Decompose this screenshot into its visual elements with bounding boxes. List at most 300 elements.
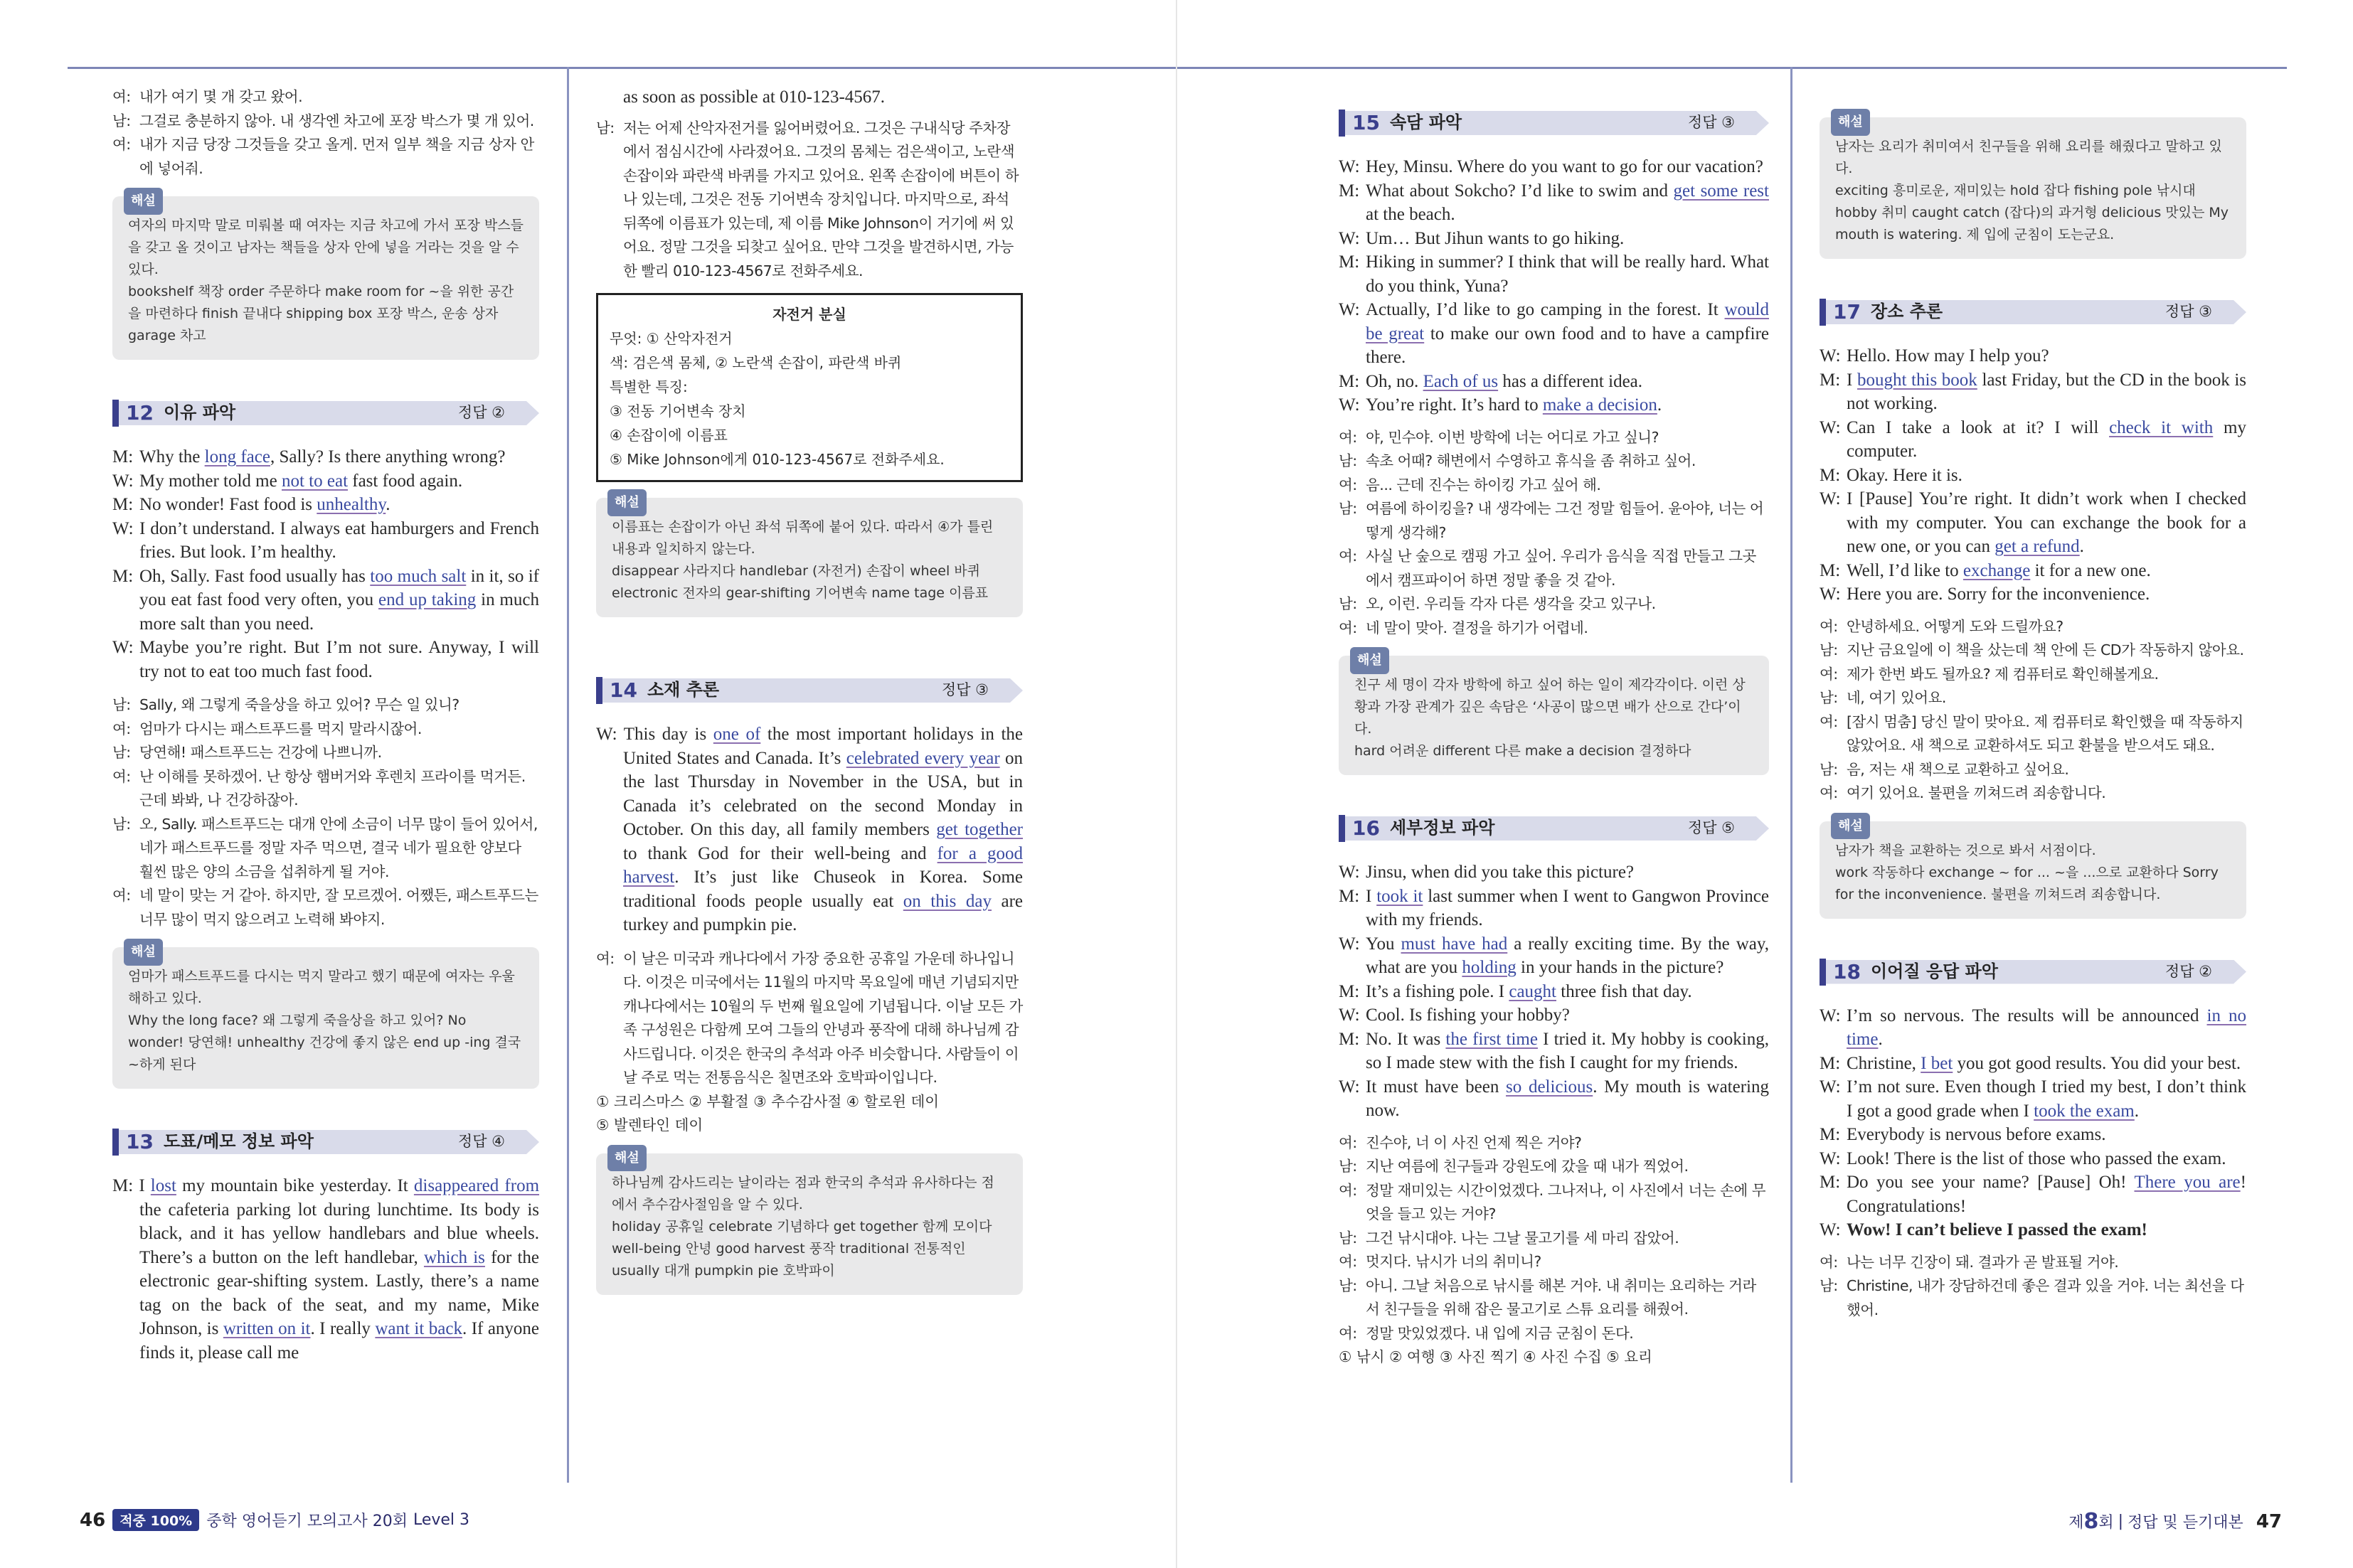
line-text: Here you are. Sorry for the inconvenience.: [1847, 585, 2150, 604]
speaker: M:: [1339, 181, 1360, 201]
line-text: Everybody is nervous before exams.: [1847, 1125, 2106, 1144]
dialogue-line: [1339, 155, 1769, 179]
answer-label: 정답 ⑤: [1687, 819, 1735, 837]
explanation-text: 남자는 요리가 취미여서 친구들을 위해 요리를 해줬다고 말하고 있다.: [1835, 139, 2222, 176]
speaker: 여:: [1820, 1253, 1838, 1271]
dialogue-line: [1820, 1170, 2246, 1218]
speaker: 남:: [112, 744, 131, 761]
underlined-phrase: long face: [204, 447, 270, 466]
speaker: 여:: [1339, 476, 1357, 494]
dialogue-line: [112, 813, 539, 885]
dialogue-line: [1339, 1227, 1769, 1251]
dialogue-line: [112, 85, 539, 110]
line-text: Wow! I can’t believe I passed the exam!: [1847, 1220, 2147, 1239]
underlined-phrase: Each of us: [1423, 371, 1499, 391]
explanation-tag: 해설: [124, 188, 163, 215]
line-text: I took it last summer when I went to Gangwon Province with my friends.: [1366, 886, 1769, 929]
dialogue-line: [1339, 1179, 1769, 1227]
question-number: 13: [126, 1130, 154, 1154]
underlined-phrase: There you are: [2134, 1173, 2241, 1192]
line-text: 속초 어때? 해변에서 수영하고 휴식을 좀 취하고 싶어.: [1366, 452, 1696, 469]
answer-label: 정답 ③: [2165, 303, 2212, 321]
dialogue-line: [1339, 1155, 1769, 1179]
vocabulary: Why the long face? 왜 그렇게 죽을상을 하고 있어? No wonder! 당연해! unhealthy 건강에 좋지 않은 end up -ing 결국 ~하게 된다: [128, 1013, 521, 1072]
chapter-suffix: 회: [2098, 1514, 2114, 1532]
line-text: Can I take a look at it? I will check it with my computer.: [1847, 417, 2246, 461]
dialogue-line: [112, 693, 539, 718]
question-type: 이어질 응답 파악: [1870, 961, 1998, 981]
speaker: M:: [1820, 1053, 1841, 1073]
series-badge: 적중 100%: [112, 1509, 199, 1531]
dialogue-line: [1339, 1322, 1769, 1346]
underlined-phrase: exchange: [1962, 560, 2031, 580]
speaker: W:: [1820, 1077, 1841, 1097]
line-text: 아니. 그날 처음으로 낚시를 해본 거야. 내 취미는 요리하는 거라서 친구들을 위해 잡은 물고기로 스튜 요리를 해줬어.: [1366, 1276, 1756, 1318]
dialogue-18-korean: [1820, 1251, 2246, 1323]
dialogue-18-english: [1820, 1004, 2246, 1242]
column-divider-right: [1790, 67, 1792, 1483]
underlined-phrase: bought this book: [1857, 370, 1977, 390]
speaker: W:: [1339, 1006, 1360, 1025]
dialogue-line: [1339, 179, 1769, 227]
speaker: M:: [1339, 371, 1360, 391]
speaker: W:: [1820, 1148, 1841, 1168]
underlined-phrase: caught: [1509, 981, 1556, 1001]
dialogue-line: [1339, 449, 1769, 474]
underlined-phrase: unhealthy: [317, 495, 386, 514]
vocabulary: disappear 사라지다 handlebar (자전거) 손잡이 wheel 바퀴 electronic 전자의 gear-shifting 기어변속 name tage 이름표: [612, 563, 989, 601]
answer-label: 정답 ③: [941, 681, 989, 699]
level-label: Level 3: [413, 1511, 470, 1529]
line-text: Actually, I’d like to go camping in the forest. It would be great to make our own food and to have a campfire there.: [1366, 300, 1770, 367]
speaker: W:: [112, 471, 134, 491]
speaker: M:: [1820, 465, 1841, 485]
column-divider-left: [567, 67, 569, 1483]
speaker: 여:: [112, 767, 131, 785]
underlined-phrase: so delicious: [1506, 1077, 1593, 1097]
line-text: Hiking in summer? I think that will be really hard. What do you think, Yuna?: [1366, 252, 1769, 296]
underlined-phrase: check it with: [2109, 417, 2214, 437]
speaker: 여:: [1820, 784, 1838, 801]
line-text: No. It was the first time I tried it. My hobby is cooking, so I made stew with the fish I caught for my friends.: [1366, 1029, 1769, 1072]
line-text: I’m so nervous. The results will be announced in no time.: [1847, 1006, 2246, 1049]
line-text: 내가 여기 몇 개 갖고 왔어.: [139, 88, 303, 105]
section-12-header: [112, 397, 539, 430]
page-gutter: [1176, 0, 1177, 1568]
question-type: 소재 추론: [647, 680, 720, 700]
dialogue-12-korean: [112, 693, 539, 932]
top-rule: [68, 67, 2287, 69]
answer-options-14: ① 크리스마스 ② 부활절 ③ 추수감사절 ④ 할로윈 데이 ⑤ 발렌타인 데이: [596, 1092, 940, 1134]
explanation-13: [596, 495, 1023, 617]
page-number: 46: [80, 1509, 106, 1531]
dialogue-13-korean: [596, 117, 1023, 284]
dialogue-line: [596, 947, 1023, 1090]
underlined-phrase: took it: [1376, 886, 1423, 906]
dialogue-17-korean: [1820, 615, 2246, 806]
speaker: 여:: [112, 136, 131, 153]
speaker: 여:: [112, 887, 131, 904]
chapter-prefix: 제: [2068, 1514, 2084, 1532]
section-16-header: [1339, 812, 1769, 845]
explanation-12: [112, 944, 539, 1089]
dialogue-line: [596, 117, 1023, 284]
book-title: 중학 영어듣기 모의고사 20회: [206, 1513, 408, 1530]
line-text: Okay. Here it is.: [1847, 465, 1962, 485]
speaker: 여:: [1820, 617, 1838, 635]
speaker: W:: [1339, 228, 1360, 248]
dialogue-line: [1339, 393, 1769, 417]
line-text: 나는 너무 긴장이 돼. 결과가 곧 발표될 거야.: [1847, 1253, 2119, 1271]
explanation-text: 여자의 마지막 말로 미뤄볼 때 여자는 지금 차고에 가서 포장 박스들을 갖고 올 것이고 남자는 책들을 상자 안에 넣을 거라는 것을 알 수 있다.: [128, 218, 524, 277]
speaker: W:: [112, 518, 134, 538]
speaker: 여:: [1339, 1324, 1357, 1342]
speaker: W:: [1820, 346, 1841, 366]
line-text: 오, Sally. 패스트푸드는 대개 안에 소금이 너무 많이 들어 있어서, 네가 패스트푸드를 정말 자주 먹으면, 결국 네가 필요한 양보다 훨씬 많은 양의 소금을 섭취하게 될 거야.: [139, 815, 538, 880]
question-number: 15: [1352, 111, 1380, 135]
speaker: 남:: [1339, 1229, 1357, 1247]
underlined-phrase: get a refund: [1995, 537, 2080, 556]
underlined-phrase: holding: [1462, 958, 1517, 977]
dialogue-line: [1339, 1274, 1769, 1322]
speaker: M:: [1339, 981, 1360, 1001]
dialogue-line: [1339, 545, 1769, 592]
dialogue-line: [1820, 1075, 2246, 1123]
question-number: 14: [610, 678, 637, 703]
line-text: 제가 한번 봐도 될까요? 제 컴퓨터로 확인해볼게요.: [1847, 665, 2159, 683]
dialogue-line: [1820, 1004, 2246, 1052]
dialogue-line: [1339, 1075, 1769, 1123]
dialogue-line: [1339, 1131, 1769, 1156]
section-17-header: [1820, 296, 2246, 329]
line-text: Cool. Is fishing your hobby?: [1366, 1006, 1570, 1025]
dialogue-line: [1820, 615, 2246, 639]
section-15-header: [1339, 107, 1769, 139]
speaker: W:: [1820, 489, 1841, 508]
dialogue-16-english: [1339, 860, 1769, 1123]
line-text: 그건 낚시대야. 나는 그날 물고기를 세 마리 잡았어.: [1366, 1229, 1679, 1247]
dialogue-line: [1820, 582, 2246, 607]
dialogue-line: [112, 110, 539, 134]
dialogue-line: [112, 565, 539, 636]
memo-line: 색: 검은색 몸체, ② 노란색 손잡이, 파란색 바퀴: [610, 354, 902, 371]
dialogue-line: [1820, 1218, 2246, 1242]
speaker: M:: [112, 447, 134, 466]
dialogue-line: [1339, 474, 1769, 498]
dialogue-line: [1339, 1003, 1769, 1028]
dialogue-line: [1339, 227, 1769, 251]
speaker: W:: [1339, 157, 1360, 176]
speaker: M:: [112, 566, 134, 586]
line-text: 음, 저는 새 책으로 교환하고 싶어요.: [1847, 760, 2069, 778]
speaker: W:: [1339, 863, 1360, 882]
dialogue-line: [1339, 426, 1769, 450]
speaker: 남:: [112, 696, 131, 713]
dialogue-line: [1339, 932, 1769, 980]
line-text: It’s a fishing pole. I caught three fish that day.: [1366, 981, 1692, 1001]
line-text: Oh, Sally. Fast food usually has too much salt in it, so if you eat fast food very often, you end up taking in much more salt than you need.: [139, 566, 539, 634]
speaker: 여:: [1339, 428, 1357, 446]
dialogue-line: [1820, 368, 2246, 416]
explanation-tag: 해설: [607, 489, 647, 516]
question-type: 세부정보 파악: [1389, 818, 1495, 838]
dialogue-line: [112, 133, 539, 181]
dialogue-line: [1820, 1123, 2246, 1147]
underlined-phrase: the first time: [1445, 1029, 1538, 1049]
speaker: W:: [1820, 1006, 1841, 1025]
line-text: 이 날은 미국과 캐나다에서 가장 중요한 공휴일 가운데 하나입니다. 이것은 미국에서는 11월의 마지막 목요일에 매년 기념되지만 캐나다에서는 10월의 두 번째 월요일에 기념됩니다. 이날 모든 가족 구성원은 다함께 모여 그들의 안녕과 풍작에 대해 하나님께 감사드립니다. 이것은 한국의 추석과 아주 비슷합니다. 사람들이 이날 주로 먹는 전통음식은 칠면조와 호박파이입니다.: [623, 949, 1023, 1086]
line-text: 여기 있어요. 불편을 끼쳐드려 죄송합니다.: [1847, 784, 2106, 801]
line-text: 사실 난 숲으로 캠핑 가고 싶어. 우리가 음식을 직접 만들고 그곳에서 캠프파이어 하면 정말 좋을 것 같아.: [1366, 548, 1756, 589]
underlined-phrase: make a decision: [1542, 395, 1657, 415]
line-text: 난 이해를 못하겠어. 난 항상 햄버거와 후렌치 프라이를 먹거든. 근데 봐봐, 나 건강하잖아.: [139, 767, 526, 809]
explanation-text: 이름표는 손잡이가 아닌 좌석 뒤쪽에 붙어 있다. 따라서 ④가 틀린 내용과 일치하지 않는다.: [612, 519, 994, 557]
speaker: M:: [1339, 1029, 1360, 1049]
dialogue-line: [112, 493, 539, 517]
speaker: M:: [1820, 560, 1841, 580]
line-text: Oh, no. Each of us has a different idea.: [1366, 371, 1643, 391]
explanation-tag: 해설: [1831, 109, 1870, 136]
memo-line: ⑤ Mike Johnson에게 010-123-4567로 전화주세요.: [610, 451, 945, 468]
question-type: 도표/메모 정보 파악: [163, 1131, 314, 1152]
line-text: 안녕하세요. 어떻게 도와 드릴까요?: [1847, 617, 2063, 635]
dialogue-15-english: [1339, 155, 1769, 417]
dialogue-line: [1820, 344, 2246, 368]
line-text: 네 말이 맞는 거 같아. 하지만, 잘 모르겠어. 어쨌든, 패스트푸드는 너무 많이 먹지 않으려고 노력해 봐야지.: [139, 887, 538, 928]
dialogue-line: [1339, 885, 1769, 932]
explanation-17: [1820, 818, 2246, 919]
line-text: Well, I’d like to exchange it for a new one.: [1847, 560, 2151, 580]
dialogue-line: [1820, 663, 2246, 687]
line-text: Why the long face, Sally? Is there anything wrong?: [139, 447, 506, 466]
dialogue-line: [1820, 639, 2246, 663]
speaker: W:: [112, 638, 134, 657]
line-text: 여름에 하이킹을? 내 생각에는 그건 정말 힘들어. 윤아야, 너는 어떻게 생각해?: [1366, 500, 1764, 541]
explanation-tag: 해설: [1831, 813, 1870, 840]
line-text: No wonder! Fast food is unhealthy.: [139, 495, 391, 514]
explanation-14: [596, 1150, 1023, 1295]
line-text: 지난 여름에 친구들과 강원도에 갔을 때 내가 찍었어.: [1366, 1158, 1689, 1175]
line-text: It must have been so delicious. My mouth is watering now.: [1366, 1077, 1770, 1120]
speaker: M:: [1339, 886, 1360, 906]
line-text: Hey, Minsu. Where do you want to go for our vacation?: [1366, 157, 1763, 176]
line-text: Sally, 왜 그렇게 죽을상을 하고 있어? 무슨 일 있니?: [139, 696, 460, 713]
dialogue-line: [1820, 487, 2246, 559]
speaker: 남:: [1339, 500, 1357, 517]
dialogue-line: [1820, 1147, 2246, 1171]
line-text: 지난 금요일에 이 책을 샀는데 책 안에 든 CD가 작동하지 않아요.: [1847, 641, 2244, 658]
dialogue-line: [1820, 559, 2246, 583]
line-text: 음... 근데 진수는 하이킹 가고 싶어 해.: [1366, 476, 1601, 494]
underlined-phrase: took the exam: [2034, 1101, 2135, 1121]
speaker: 남:: [1820, 760, 1838, 778]
explanation-text: 하나님께 감사드리는 날이라는 점과 한국의 추석과 유사하다는 점에서 추수감사절임을 알 수 있다.: [612, 1174, 994, 1212]
answer-label: 정답 ②: [2165, 962, 2212, 980]
speaker: M:: [1339, 252, 1360, 272]
column-4: [1820, 114, 2247, 1322]
explanation-text: 남자가 책을 교환하는 것으로 봐서 서점이다.: [1835, 842, 2096, 858]
line-text: I don’t understand. I always eat hamburgers and French fries. But look. I’m healthy.: [139, 518, 539, 562]
line-text: Christine, I bet you got good results. You did your best.: [1847, 1053, 2241, 1073]
speaker: 남:: [1820, 689, 1838, 706]
question-type: 장소 추론: [1870, 302, 1943, 322]
line-text: 야, 민수야. 이번 방학에 너는 어디로 가고 싶니?: [1366, 428, 1659, 446]
dialogue-line: [112, 517, 539, 565]
dialogue-line: [1339, 980, 1769, 1004]
speaker: 여:: [1339, 619, 1357, 636]
section-14-header: [596, 674, 1023, 707]
left-footer: [80, 1509, 469, 1531]
question-type: 이유 파악: [163, 402, 236, 423]
speaker: M:: [1820, 1173, 1841, 1192]
explanation-tag: 해설: [124, 939, 163, 966]
dialogue-16-korean: [1339, 1131, 1769, 1346]
speaker: 여:: [112, 88, 131, 105]
section-title: 정답 및 듣기대본: [2128, 1514, 2243, 1532]
lost-bike-memo: [596, 293, 1023, 482]
column-3: [1339, 107, 1769, 1370]
explanation-15: [1339, 653, 1769, 775]
memo-line: 특별한 특징:: [610, 378, 688, 395]
memo-title: 자전거 분실: [772, 306, 846, 323]
speaker: M:: [1820, 370, 1841, 390]
dialogue-line: [1339, 370, 1769, 394]
line-text: 엄마가 다시는 패스트푸드를 먹지 말라시잖어.: [139, 720, 422, 737]
speaker: 여:: [1339, 1134, 1357, 1151]
line-text: 그걸로 충분하지 않아. 내 생각엔 차고에 포장 박스가 몇 개 있어.: [139, 112, 534, 129]
question-number: 18: [1833, 959, 1861, 983]
explanation-text: 엄마가 패스트푸드를 다시는 먹지 말라고 했기 때문에 여자는 우울해하고 있다.: [128, 969, 515, 1006]
dialogue-line: [1820, 1251, 2246, 1275]
question-type: 속담 파악: [1389, 112, 1462, 133]
line-text: You must have had a really exciting time. By the way, what are you holding in your hands in the picture?: [1366, 934, 1769, 977]
speaker: 남:: [1339, 452, 1357, 469]
line-text: Look! There is the list of those who passed the exam.: [1847, 1148, 2226, 1168]
dialogue-line: [1339, 1028, 1769, 1075]
vocabulary: work 작동하다 exchange ~ for ... ~을 ...으로 교환하다 Sorry for the inconvenience. 불편을 끼쳐드려 죄송합니다.: [1835, 864, 2219, 902]
speaker: 남:: [1820, 641, 1838, 658]
column-1: [112, 85, 539, 1365]
line-text: 네 말이 맞아. 결정을 하기가 어렵네.: [1366, 619, 1588, 636]
line-text: I [Pause] You’re right. It didn’t work when I checked with my computer. You can exchange the book for a new one, or you can get a refund.: [1847, 489, 2246, 556]
dialogue-line: [1339, 298, 1769, 370]
question-number: 16: [1352, 816, 1380, 841]
line-text: 네, 여기 있어요.: [1847, 689, 1946, 706]
speaker: W:: [1339, 1077, 1360, 1097]
speaker: 여:: [112, 720, 131, 737]
underlined-phrase: get some rest: [1673, 181, 1769, 201]
dialogue-line: [112, 884, 539, 932]
line-text: Do you see your name? [Pause] Oh! There you are! Congratulations!: [1847, 1173, 2246, 1216]
section-18-header: [1820, 956, 2246, 988]
question-number: 17: [1833, 300, 1861, 324]
vocabulary: hard 어려운 different 다른 make a decision 결정하다: [1354, 743, 1691, 759]
right-footer: 제 8 회 | 정답 및 듣기대본 47: [2068, 1509, 2282, 1534]
line-text: I’m not sure. Even though I tried my best, I don’t think I got a good grade when I took the exam.: [1847, 1077, 2246, 1121]
dialogue-line: [1820, 416, 2246, 464]
dialogue-line: [1339, 617, 1769, 641]
speaker: 여:: [1339, 1253, 1357, 1270]
line-text: 정말 재미있는 시간이었겠다. 그나저나, 이 사진에서 너는 손에 무엇을 들고 있는 거야?: [1366, 1181, 1766, 1222]
dialogue-14-english: W: This day is one of the most important holidays in the United States and Canada. It’s celebrated every year on the last Thursday in November in the USA, but in Canada it’s celebrated on the second Monday in October. On this day, all family members get together to thank God for their well-being and for a good harvest. It’s just like Chuseok in Korea. Some traditional foods people usually eat on this day are turkey and pumpkin pie.: [596, 725, 1024, 934]
dialogue-line: [1820, 686, 2246, 710]
dialogue-line: [1339, 860, 1769, 885]
speaker: 남:: [1339, 1276, 1357, 1294]
dialogue-line: [1820, 782, 2246, 806]
answer-label: 정답 ③: [1687, 114, 1735, 132]
chapter-number: 8: [2083, 1509, 2099, 1534]
dialogue-14-korean: [596, 947, 1023, 1090]
line-text: Hello. How may I help you?: [1847, 346, 2049, 366]
memo-line: ④ 손잡이에 이름표: [610, 427, 728, 444]
line-text: 정말 맛있었겠다. 내 입에 지금 군침이 돈다.: [1366, 1324, 1634, 1342]
line-text: 멋지다. 낚시가 너의 취미니?: [1366, 1253, 1541, 1270]
question-number: 12: [126, 401, 154, 425]
dialogue-line: [112, 741, 539, 765]
speaker: W:: [1339, 395, 1360, 415]
speaker: W:: [1820, 585, 1841, 604]
dialogue-line: [1820, 464, 2246, 488]
dialogue-12-english: [112, 445, 539, 683]
underlined-phrase: not to eat: [281, 471, 349, 491]
dialogue-line: [1820, 1274, 2246, 1322]
speaker: W:: [1339, 934, 1360, 954]
line-text: My mother told me not to eat fast food again.: [139, 471, 463, 491]
speaker: 남:: [1339, 595, 1357, 612]
line-text: I bought this book last Friday, but the CD in the book is not working.: [1847, 370, 2247, 413]
underlined-phrase: must have had: [1401, 934, 1508, 954]
answer-label: 정답 ④: [457, 1133, 505, 1151]
speaker: W:: [1339, 300, 1360, 319]
explanation-text: 친구 세 명이 각자 방학에 하고 싶어 하는 일이 제각각이다. 이런 상황과 가장 관계가 깊은 속담은 ‘사공이 많으면 배가 산으로 간다’이다.: [1354, 677, 1746, 737]
line-text: Um… But Jihun wants to go hiking.: [1366, 228, 1625, 248]
underlined-phrase: end up taking: [378, 590, 477, 609]
line-text: 저는 어제 산악자전거를 잃어버렸어요. 그것은 구내식당 주차장에서 점심시간에 사라졌어요. 그것의 몸체는 검은색이고, 노란색 손잡이와 파란색 바퀴를 가지고 있어요. 왼쪽 손잡이에 버튼이 하나 있는데, 그것은 전동 기어변속 장치입니다. 마지막으로, 좌석 뒤쪽에 이름표가 있는데, 제 이름 Mike Johnson이 거기에 써 있어요. 정말 그것을 되찾고 싶어요. 만약 그것을 발견하시면, 가능한 빨리 010-123-4567로 전화주세요.: [623, 119, 1019, 279]
speaker: 남:: [112, 112, 131, 129]
dialogue-line: [112, 445, 539, 469]
dialogue-line: [1820, 1052, 2246, 1076]
dialogue-13-english-cont: as soon as possible at 010-123-4567.: [623, 87, 886, 107]
speaker: M:: [1820, 1125, 1841, 1144]
dialogue-line: [1339, 592, 1769, 617]
dialogue-11-korean: [112, 85, 539, 181]
dialogue-line: [112, 636, 539, 683]
line-text: What about Sokcho? I’d like to swim and get some rest at the beach.: [1366, 181, 1769, 224]
underlined-phrase: I bet: [1921, 1053, 1953, 1073]
dialogue-line: [1820, 710, 2246, 758]
line-text: Christine, 내가 장담하건데 좋은 결과 있을 거야. 너는 최선을 다 했어.: [1847, 1277, 2244, 1318]
dialogue-17-english: [1820, 344, 2246, 607]
speaker: W:: [1820, 417, 1841, 437]
vocabulary: holiday 공휴일 celebrate 기념하다 get together 함께 모이다 well-being 안녕 good harvest 풍작 traditional 전통적인 usually 대개 pumpkin pie 호박파이: [612, 1218, 992, 1279]
dialogue-line: [1339, 1250, 1769, 1274]
underlined-phrase: would be great: [1366, 300, 1769, 343]
explanation-tag: 해설: [607, 1145, 647, 1172]
line-text: 내가 지금 당장 그것들을 갖고 올게. 먼저 일부 책을 지금 상자 안에 넣어줘.: [139, 136, 534, 177]
speaker: 여:: [1339, 548, 1357, 565]
underlined-phrase: in no time: [1847, 1006, 2246, 1049]
line-text: [잠시 멈춤] 당신 말이 맞아요. 제 컴퓨터로 확인했을 때 작동하지 않았어요. 새 책으로 교환하셔도 되고 환불을 받으셔도 돼요.: [1847, 713, 2243, 754]
answer-label: 정답 ②: [457, 404, 505, 422]
memo-line: 무엇: ① 산악자전거: [610, 330, 733, 347]
memo-line: ③ 전동 기어변속 장치: [610, 402, 746, 420]
line-text: 당연해! 패스트푸드는 건강에 나쁘니까.: [139, 744, 382, 761]
page-number: 47: [2256, 1510, 2282, 1532]
speaker: 여:: [596, 949, 615, 967]
underlined-phrase: too much salt: [370, 566, 467, 586]
dialogue-line: [112, 765, 539, 813]
line-text: 진수야, 너 이 사진 언제 찍은 거야?: [1366, 1134, 1582, 1151]
